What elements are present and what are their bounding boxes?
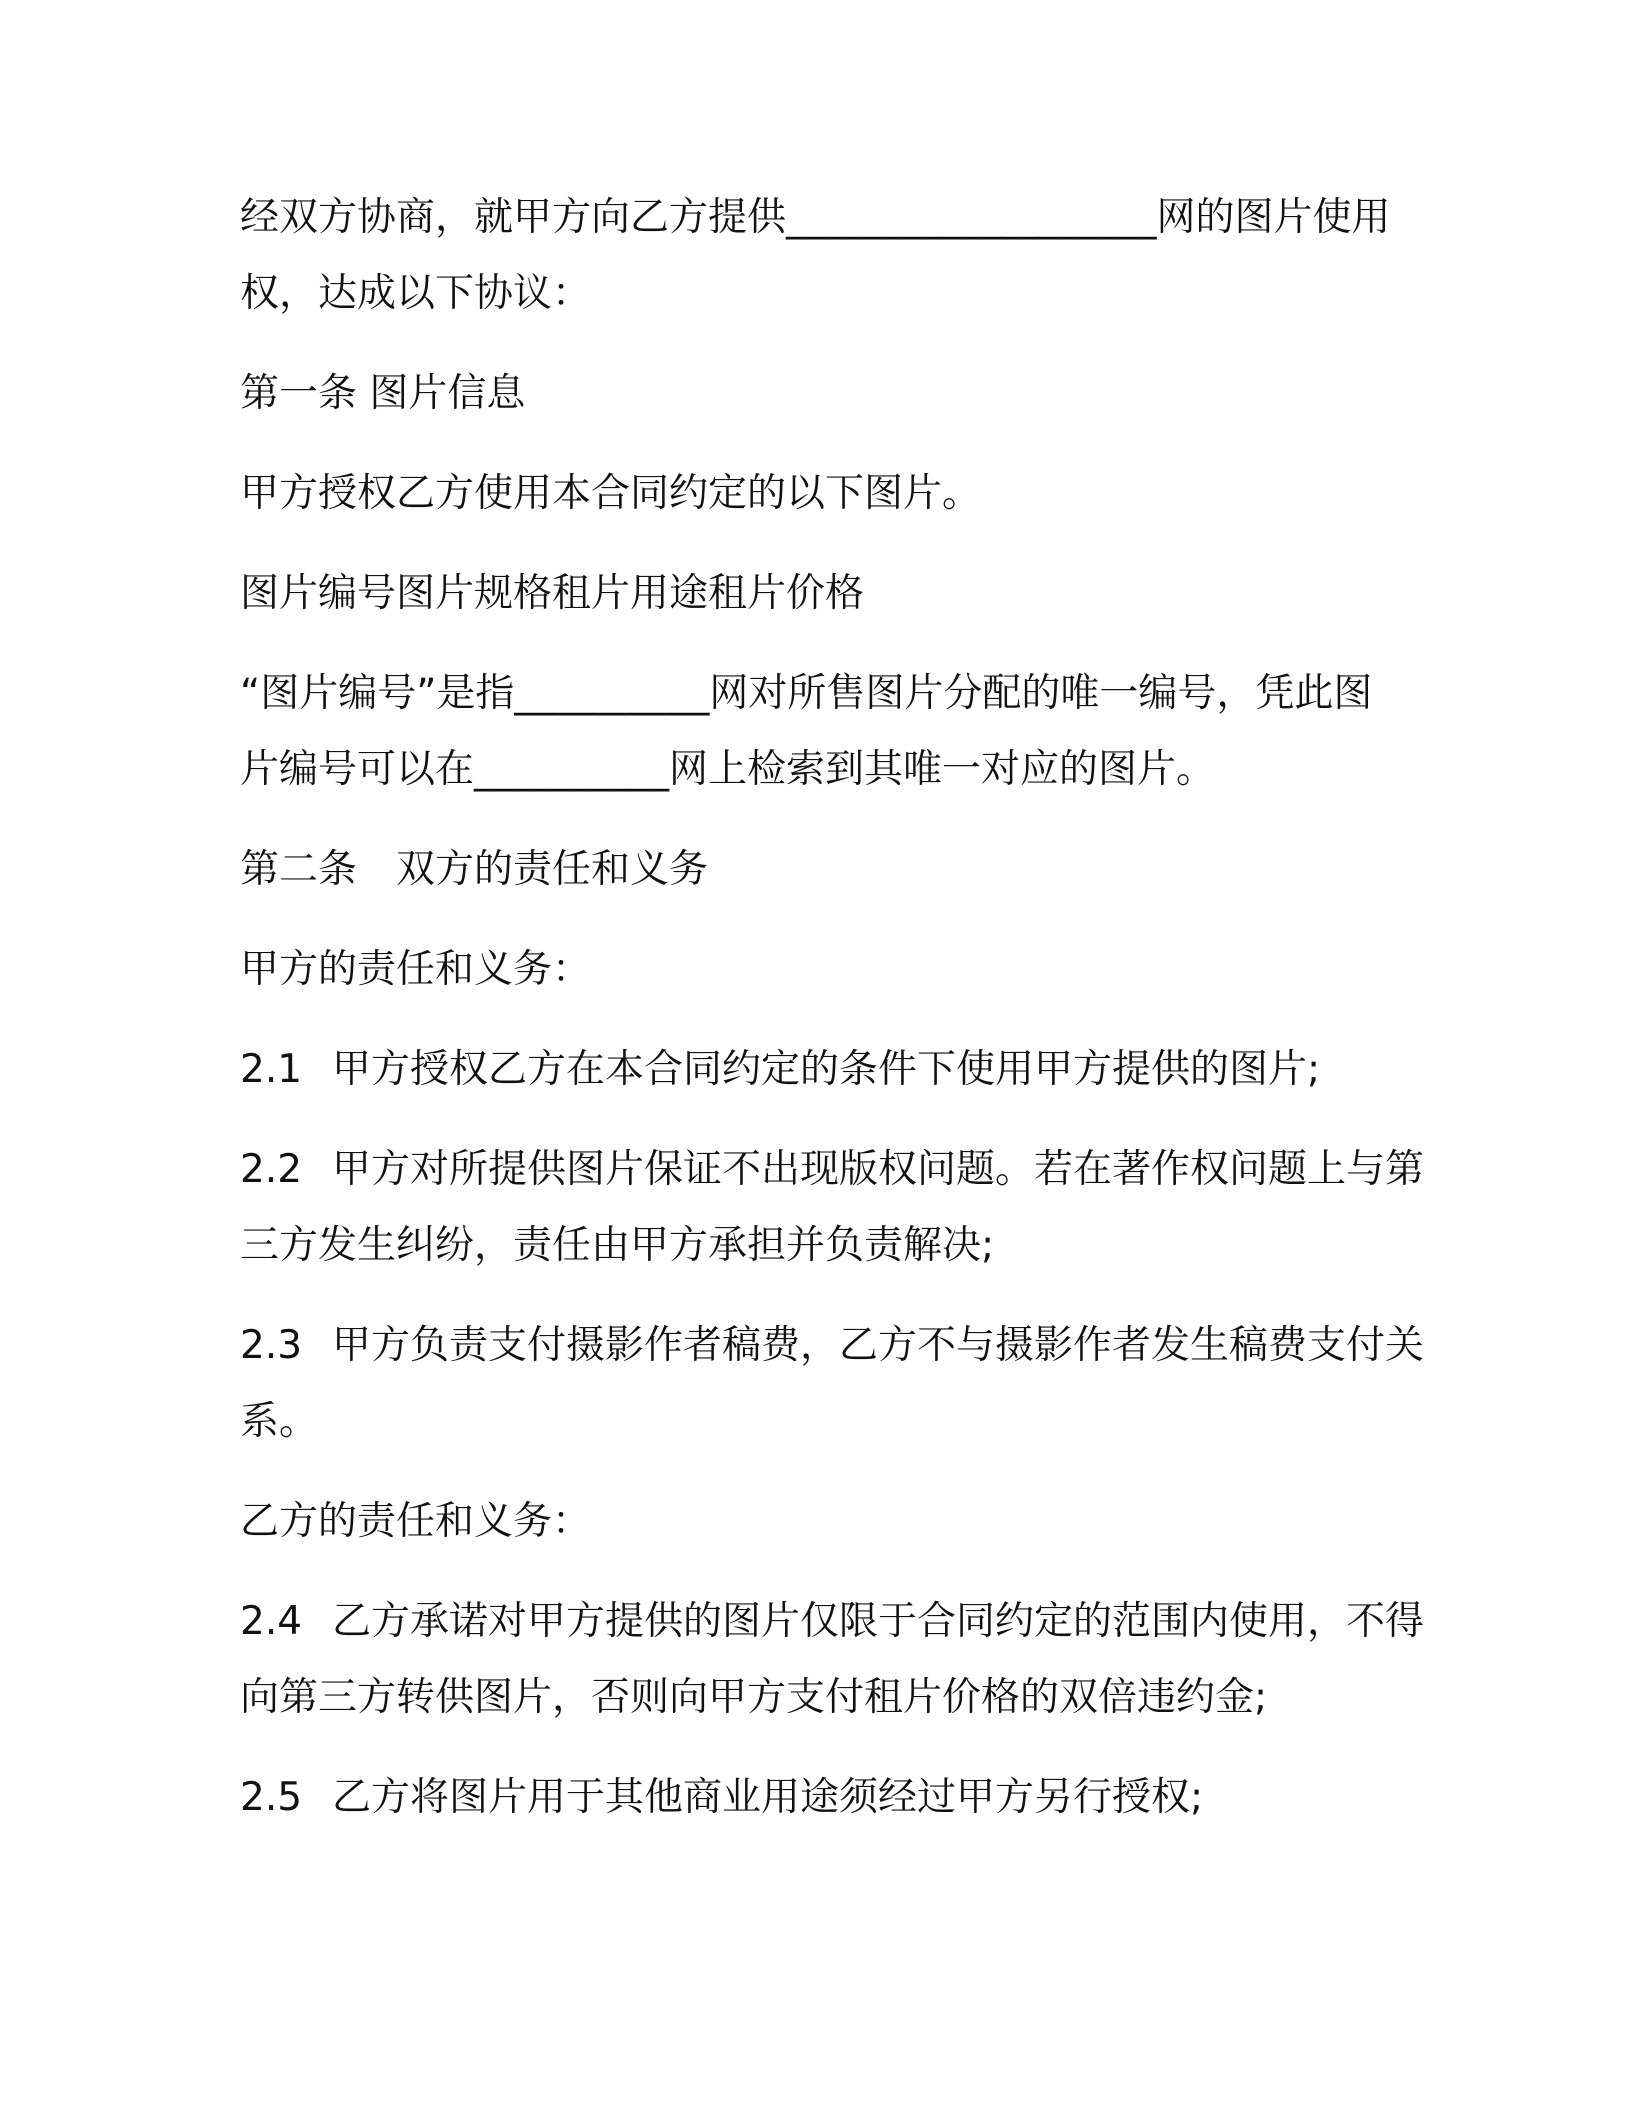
clause-2-3-line-2 [240, 1384, 1400, 1460]
clause-2-4-line-2 [240, 1660, 1400, 1736]
clause-number: 2.1 [240, 1047, 303, 1092]
clause-2-1 [240, 1032, 1400, 1108]
clause-text: 甲方负责支付摄影作者稿费，乙方不与摄影作者发生稿费支付关 [332, 1323, 1425, 1368]
clause-text: 甲方授权乙方在本合同约定的条件下使用甲方提供的图片; [332, 1047, 1321, 1092]
definition-line-2-text: 片编号可以在__________网上检索到其唯一对应的图片。 [240, 747, 1216, 792]
clause-text: 三方发生纠纷，责任由甲方承担并负责解决; [240, 1223, 995, 1268]
clause-2-5 [240, 1760, 1400, 1836]
party-a-heading-text: 甲方的责任和义务： [240, 947, 592, 992]
clause-text: 系。 [240, 1399, 319, 1444]
intro-line-2 [240, 256, 1400, 332]
intro-line-2-text: 权，达成以下协议： [240, 271, 592, 316]
article-1-body [240, 456, 1400, 532]
article-1-body-text: 甲方授权乙方使用本合同约定的以下图片。 [240, 471, 982, 516]
clause-text: 乙方将图片用于其他商业用途须经过甲方另行授权; [332, 1775, 1204, 1820]
clause-number: 2.4 [240, 1599, 303, 1644]
table-header [240, 556, 1400, 632]
clause-2-3-line-1 [240, 1308, 1425, 1384]
table-header-text: 图片编号图片规格租片用途租片价格 [240, 571, 865, 616]
party-b-heading [240, 1484, 1400, 1560]
clause-text: 向第三方转供图片，否则向甲方支付租片价格的双倍违约金; [240, 1675, 1268, 1720]
party-b-heading-text: 乙方的责任和义务： [240, 1499, 592, 1544]
definition-line-1 [240, 656, 1400, 732]
article-2-title-text: 第二条 双方的责任和义务 [240, 847, 709, 892]
article-1-title-text: 第一条 图片信息 [240, 371, 526, 416]
intro-line-1-text: 经双方协商，就甲方向乙方提供___________________网的图片使用 [240, 195, 1391, 240]
definition-line-2 [240, 732, 1400, 808]
clause-number: 2.2 [240, 1147, 303, 1192]
clause-2-4-line-1 [240, 1584, 1425, 1660]
article-2-title [240, 832, 1400, 908]
party-a-heading [240, 932, 1400, 1008]
intro-line-1 [240, 180, 1400, 256]
clause-number: 2.5 [240, 1775, 303, 1820]
article-1-title [240, 356, 1400, 432]
definition-line-1-text: “图片编号”是指__________网对所售图片分配的唯一编号，凭此图 [240, 671, 1373, 716]
clause-number: 2.3 [240, 1323, 303, 1368]
clause-text: 甲方对所提供图片保证不出现版权问题。若在著作权问题上与第 [332, 1147, 1425, 1192]
clause-text: 乙方承诺对甲方提供的图片仅限于合同约定的范围内使用，不得 [332, 1599, 1425, 1644]
clause-2-2-line-1 [240, 1132, 1425, 1208]
clause-2-2-line-2 [240, 1208, 1400, 1284]
